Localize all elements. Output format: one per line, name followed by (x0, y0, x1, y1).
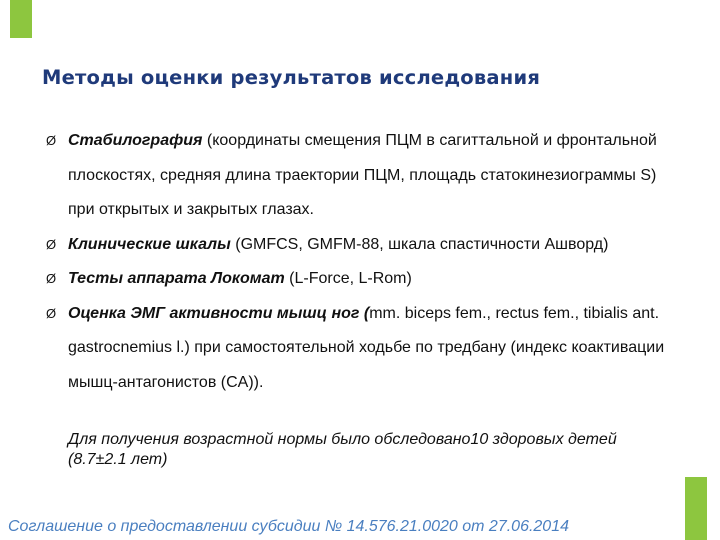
arrow-bullet-icon: Ø (46, 236, 57, 252)
bullet-text: (GMFCS, GMFM-88, шкала спастичности Ашворд) (230, 235, 609, 253)
bullet-lokomat-tests (46, 262, 686, 297)
bullet-text: (L-Force, L-Rom) (284, 270, 412, 287)
bullet-keyword: Тесты аппарата Локомат (68, 270, 285, 287)
arrow-bullet-icon: Ø (46, 133, 57, 148)
footer-agreement: Соглашение о предоставлении субсидии № 14.576.21.0020 от 27.06.2014 (8, 518, 569, 535)
methods-list (46, 124, 686, 400)
arrow-bullet-icon: Ø (46, 271, 57, 286)
bullet-stabilography (46, 124, 686, 228)
slide-title: Методы оценки результатов исследования (42, 66, 541, 89)
bullet-emg-assessment (46, 297, 686, 401)
bullet-clinical-scales (46, 228, 686, 263)
bullet-text: mm. biceps fem., rectus fem., tibialis ant. gastrocnemius l.) при самостоятельной ходьбе по тредбану (индекс коактивации мышц-антагонистов (CA)). (68, 304, 665, 391)
arrow-bullet-icon: Ø (46, 305, 57, 321)
accent-bar-bottom (685, 477, 707, 540)
bullet-text: (координаты смещения ПЦМ в сагиттальной и фронтальной плоскостях, средняя длина траектории ПЦМ, площадь статокинезиограммы S) при открытых и закрытых глазах. (68, 132, 657, 218)
bullet-keyword: Оценка ЭМГ активности мышц ног ( (68, 304, 370, 322)
bullet-keyword: Стабилография (68, 132, 203, 149)
bullet-keyword: Клинические шкалы (68, 235, 231, 253)
accent-bar-top (10, 0, 32, 38)
norm-note: Для получения возрастной нормы было обследовано10 здоровых детей (8.7±2.1 лет) (68, 431, 617, 468)
